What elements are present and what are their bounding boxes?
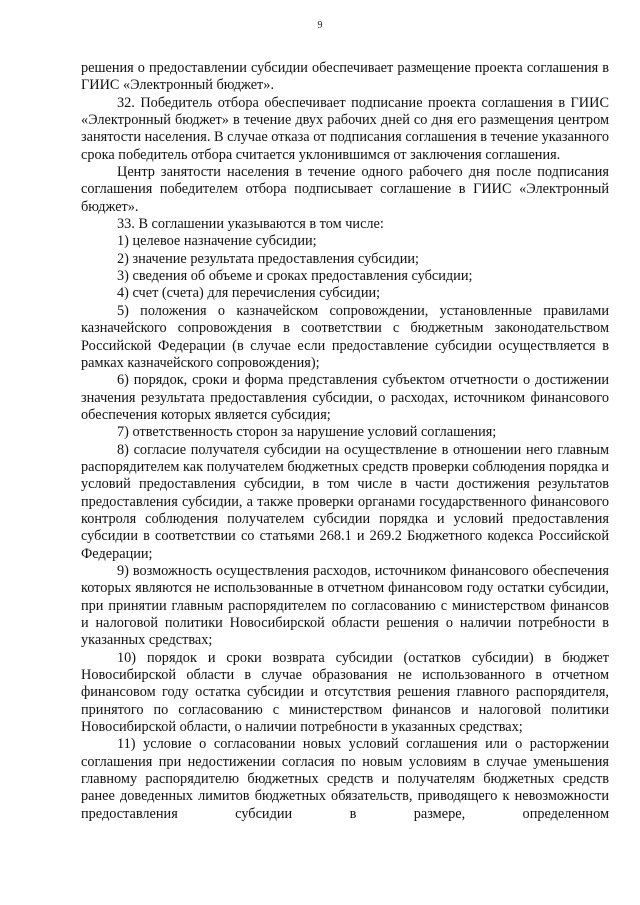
- list-item-9: 9) возможность осуществления расходов, источником финансового обеспечения которых являются не использованные в отчетном финансовом году остатки субсидии, при принятии главным распорядителем по согласованию с министерством финансов и налоговой политики Новосибирской области решения о наличии потребности в указанных средствах;: [81, 562, 609, 649]
- page-number: 9: [317, 20, 323, 31]
- list-item-10: 10) порядок и сроки возврата субсидии (остатков субсидии) в бюджет Новосибирской области в случае образования не использованного в отчетном финансовом году остатка субсидии и отсутствия решения главного распорядителя, принятого по согласованию с министерством финансов и налоговой политики Новосибирской области, о наличии потребности в указанных средствах;: [81, 649, 609, 736]
- list-item-11: 11) условие о согласовании новых условий соглашения или о расторжении соглашения при недостижении согласия по новым условиям в случае уменьшения главному распорядителю бюджетных средств и получателям бюджетных средств ранее доведенных лимитов бюджетных обязательств, приводящего к невозможности предоставления субсидии в размере, определенном: [81, 736, 609, 822]
- list-item-2: 2) значение результата предоставления субсидии;: [117, 250, 419, 267]
- list-item-6: 6) порядок, сроки и форма представления субъектом отчетности о достижении значения результата предоставления субсидии, о расходах, источником финансового обеспечения которых является субсидия;: [81, 372, 609, 423]
- paragraph-32: 32. Победитель отбора обеспечивает подписание проекта соглашения в ГИИС «Электронный бюджет» в течение двух рабочих дней со дня его размещения центром занятости населения. В случае отказа от подписания соглашения в течение указанного срока победитель отбора считается уклонившимся от заключения соглашения.: [81, 94, 609, 163]
- paragraph-employment-center: Центр занятости населения в течение одного рабочего дня после подписания соглашения победителем отбора подписывает соглашение в ГИИС «Электронный бюджет».: [81, 164, 609, 215]
- list-item-1: 1) целевое назначение субсидии;: [117, 233, 317, 250]
- paragraph-33: 33. В соглашении указываются в том числе:: [117, 216, 384, 233]
- document-body: [81, 60, 609, 823]
- list-item-3: 3) сведения об объеме и сроках предоставления субсидии;: [117, 268, 473, 285]
- paragraph-continuation: решения о предоставлении субсидии обеспечивает размещение проекта соглашения в ГИИС «Электронный бюджет».: [81, 60, 609, 94]
- list-item-7: 7) ответственность сторон за нарушение условий соглашения;: [117, 424, 497, 441]
- list-item-4: 4) счет (счета) для перечисления субсидии;: [117, 285, 381, 302]
- list-item-8: 8) согласие получателя субсидии на осуществление в отношении него главным распорядителем как получателем бюджетных средств проверки соблюдения порядка и условий предоставления субсидии, в том числе в части достижения результатов предоставления субсидии, а также проверки органами государственного финансового контроля соблюдения получателем субсидии порядка и условий предоставления субсидии в соответствии со статьями 268.1 и 269.2 Бюджетного кодекса Российской Федерации;: [81, 441, 609, 562]
- list-item-5: 5) положения о казначейском сопровождении, установленные правилами казначейского сопровождения в соответствии с бюджетным законодательством Российской Федерации (в случае если предоставление субсидии осуществляется в рамках казначейского сопровождения);: [81, 302, 609, 371]
